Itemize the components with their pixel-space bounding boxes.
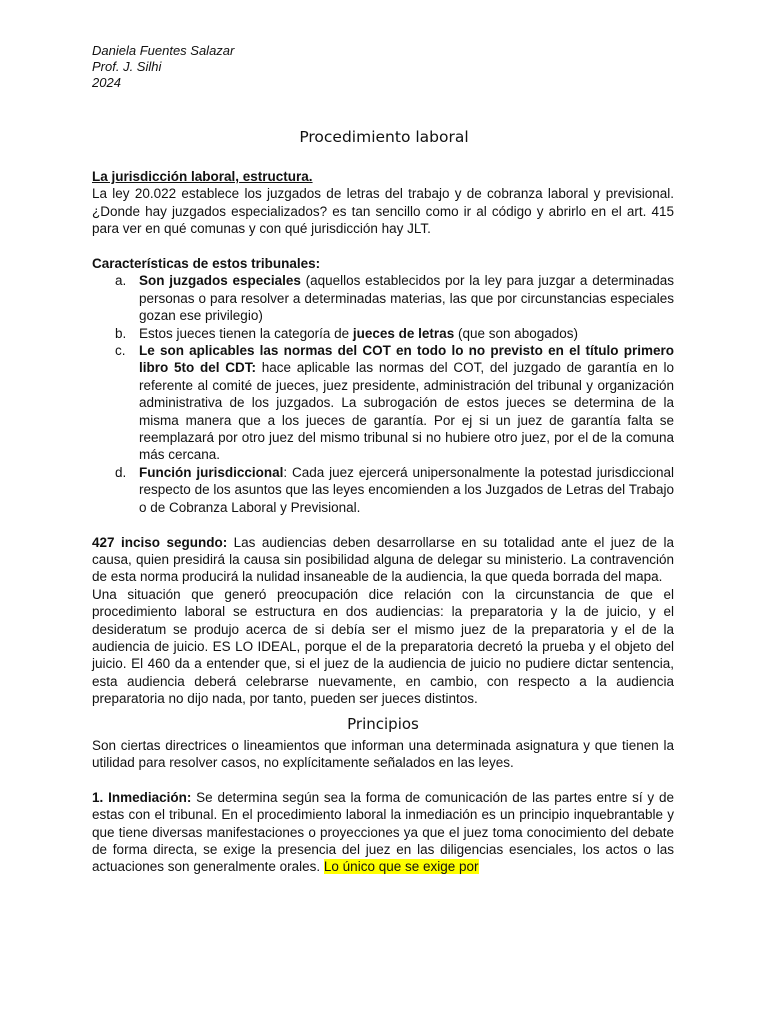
inciso-text: Las audiencias deben desarrollarse en su totalidad ante el juez de la causa, quien presidirá la causa sin posibilidad alguna de delegar su ministerio. La contravención de esta norma producirá la nulidad insaneable de la audiencia, la que queda borrada del mapa.: [92, 534, 675, 585]
section-heading-jurisdiccion: [92, 168, 674, 185]
caracteristicas-heading: [92, 255, 674, 272]
paragraph-audiencias: Una situación que generó preocupación dice relación con la circunstancia de que el procedimiento laboral se estructura en dos audiencias: la preparatoria y la de juicio, y el desideratum se produjo acerca de si debía ser el mismo juez de la preparatoria y el de la audiencia de juicio. ES LO IDEAL, porque el de la preparatoria decretó la prueba y el objeto del juicio. El 460 da a entender que, si el juez de la audiencia de juicio no pudiere dictar sentencia, esta audiencia deberá celebrarse nuevamente, en cambio, con respecto a la audiencia preparatoria no dijo nada, por tanto, pueden ser jueces distintos.: [92, 586, 674, 707]
list-item-text: (que son abogados): [454, 325, 579, 341]
list-item-bold: jueces de letras: [352, 325, 455, 341]
inmediacion-bold: 1. Inmediación:: [92, 789, 192, 805]
list-item: [115, 325, 674, 342]
list-item-text: hace aplicable las normas del COT, del juzgado de garantía en lo referente al comité de jueces, juez presidente, administración del tribunal y organización administrativa de los juzgados. La subrogación de estos jueces se determina de la misma manera que a los jueces de garantía. Por ej si un juez de garantía falta se reemplazará por otro juez del mismo tribunal si no hubiere otro juez, por el de la comuna más cercana.: [139, 360, 674, 463]
list-item-text: : Cada juez ejercerá unipersonalmente la potestad jurisdiccional respecto de los asuntos que las leyes encomienden a los Juzgados de Letras del Trabajo o de Cobranza Laboral y Previsional.: [139, 464, 674, 515]
professor-name: Prof. J. Silhi: [92, 59, 162, 74]
list-item: [115, 272, 674, 324]
list-item-bold: Le son aplicables las normas del COT en todo lo no previsto en el título primero libro 5to del CDT:: [139, 343, 674, 376]
paragraph-inmediacion: [92, 789, 674, 876]
list-marker: c.: [115, 343, 126, 359]
highlighted-text: Lo único que se exige por: [323, 859, 479, 875]
author-name: Daniela Fuentes Salazar: [92, 43, 235, 58]
document-body: [92, 168, 674, 876]
list-item: [115, 342, 674, 464]
list-item: [115, 464, 674, 516]
list-marker: a.: [115, 273, 127, 289]
caracteristicas-heading-text: Características de estos tribunales:: [92, 256, 321, 272]
caracteristicas-list: [92, 272, 674, 516]
list-item-bold: Son juzgados especiales: [139, 273, 301, 289]
inmediacion-text: Se determina según sea la forma de comunicación de las partes entre sí y de estas con el tribunal. En el procedimiento laboral la inmediación es un principio inquebrantable y que tiene diversas manifestaciones o proyecciones ya que el juez toma conocimiento del debate de forma directa, se exige la presencia del juez en las diligencias esenciales, los actos o las actuaciones son generalmente orales.: [92, 789, 674, 875]
paragraph-jurisdiccion: La ley 20.022 establece los juzgados de letras del trabajo y de cobranza laboral y previsional. ¿Donde hay juzgados especializados? es tan sencillo como ir al código y abrirlo en el art. 415 para ver en qué comunas y con qué jurisdicción hay JLT.: [92, 186, 674, 237]
list-item-text: (aquellos establecidos por la ley para juzgar a determinadas personas o para resolver a determinadas materias, las que por circunstancias especiales gozan ese privilegio): [139, 273, 674, 324]
list-item-bold: Función jurisdiccional: [139, 464, 284, 480]
list-marker: b.: [115, 325, 127, 341]
document-header: [92, 43, 234, 91]
list-item-pre: Estos jueces tienen la categoría de: [139, 325, 353, 341]
section-heading-text: La jurisdicción laboral, estructura.: [92, 169, 313, 184]
inciso-bold: 427 inciso segundo:: [92, 534, 228, 550]
document-title: Procedimiento laboral: [299, 128, 469, 146]
section-title-principios: Principios: [347, 714, 419, 733]
list-marker: d.: [115, 464, 127, 480]
paragraph-inciso: [92, 534, 674, 586]
year: 2024: [92, 75, 121, 90]
paragraph-principios-intro: Son ciertas directrices o lineamientos que informan una determinada asignatura y que tienen la utilidad para resolver casos, no explícitamente señalados en las leyes.: [92, 737, 674, 770]
